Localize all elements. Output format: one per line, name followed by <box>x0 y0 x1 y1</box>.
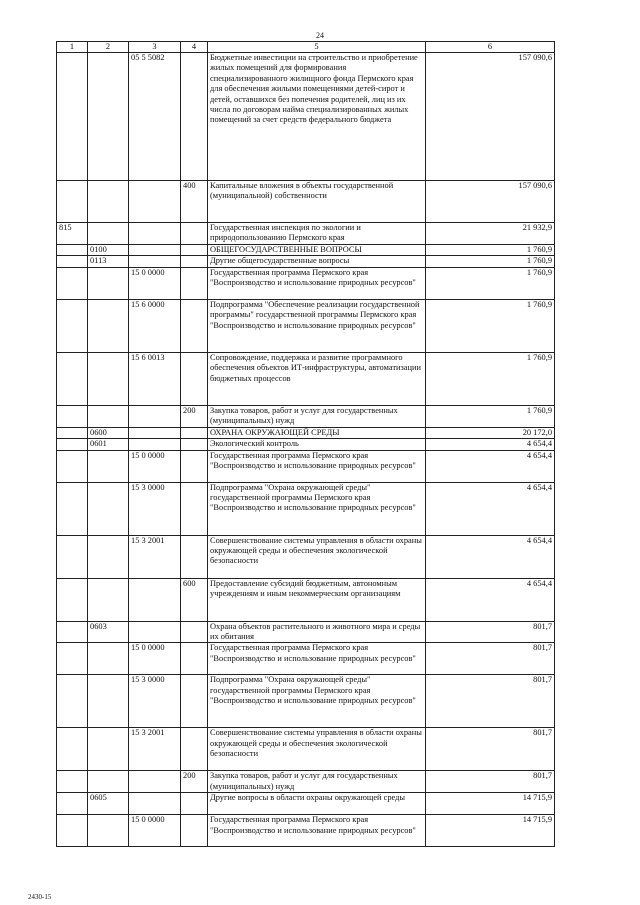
table-row <box>57 299 555 352</box>
section-code <box>88 53 129 181</box>
item-name: Закупка товаров, работ и услуг для государственных (муниципальных) нужд <box>208 405 426 427</box>
item-name: Государственная программа Пермского края "Воспроизводство и использование природных ресурсов" <box>208 450 426 482</box>
target-code: 05 5 5082 <box>129 53 181 181</box>
column-header-4: 4 <box>181 42 208 53</box>
table-row <box>57 181 555 223</box>
target-code: 15 0 0000 <box>129 267 181 299</box>
code-col-1 <box>57 439 88 450</box>
expense-type-code <box>181 256 208 267</box>
item-name: Государственная программа Пермского края "Воспроизводство и использование природных ресурсов" <box>208 267 426 299</box>
item-name: Другие общегосударственные вопросы <box>208 256 426 267</box>
amount: 21 932,9 <box>426 223 555 245</box>
target-code <box>129 181 181 223</box>
target-code <box>129 793 181 815</box>
target-code <box>129 427 181 438</box>
target-code: 15 0 0000 <box>129 815 181 847</box>
target-code: 15 6 0000 <box>129 299 181 352</box>
item-name: Сопровождение, поддержка и развитие программного обеспечения объектов ИТ-инфраструктуры, автоматизации бюджетных процессов <box>208 352 426 405</box>
page-number: 24 <box>316 31 324 40</box>
expense-type-code <box>181 643 208 675</box>
amount: 14 715,9 <box>426 793 555 815</box>
code-col-1 <box>57 181 88 223</box>
expense-type-code <box>181 223 208 245</box>
code-col-1 <box>57 771 88 793</box>
target-code <box>129 771 181 793</box>
table-row <box>57 267 555 299</box>
amount: 1 760,9 <box>426 405 555 427</box>
table-row <box>57 643 555 675</box>
expense-type-code: 600 <box>181 578 208 621</box>
amount: 157 090,6 <box>426 181 555 223</box>
amount: 801,7 <box>426 771 555 793</box>
target-code: 15 0 0000 <box>129 643 181 675</box>
header-row <box>57 42 555 53</box>
code-col-1 <box>57 728 88 771</box>
item-name: Охрана объектов растительного и животного мира и среды их обитания <box>208 621 426 643</box>
code-col-1 <box>57 427 88 438</box>
section-code <box>88 352 129 405</box>
amount: 1 760,9 <box>426 267 555 299</box>
amount: 1 760,9 <box>426 256 555 267</box>
code-col-1 <box>57 578 88 621</box>
expense-type-code <box>181 793 208 815</box>
item-name: Бюджетные инвестиции на строительство и приобретение жилых помещений для формирования специализированного жилищного фонда Пермского края для обеспечения жилыми помещениями детей-сирот и детей, оставшихся без попечения родителей, лиц из их числа по договорам найма специализированных жилых помещений за счет средств федерального бюджета <box>208 53 426 181</box>
target-code <box>129 223 181 245</box>
amount: 801,7 <box>426 643 555 675</box>
table-row <box>57 439 555 450</box>
code-col-1 <box>57 352 88 405</box>
expense-type-code <box>181 482 208 535</box>
expense-type-code <box>181 728 208 771</box>
table-row <box>57 223 555 245</box>
expense-type-code: 400 <box>181 181 208 223</box>
table-row <box>57 771 555 793</box>
target-code <box>129 405 181 427</box>
target-code <box>129 245 181 256</box>
section-code <box>88 223 129 245</box>
expense-type-code <box>181 352 208 405</box>
item-name: ОБЩЕГОСУДАРСТВЕННЫЕ ВОПРОСЫ <box>208 245 426 256</box>
code-col-1 <box>57 621 88 643</box>
code-col-1 <box>57 405 88 427</box>
column-header-2: 2 <box>88 42 129 53</box>
expense-type-code <box>181 439 208 450</box>
table-row <box>57 427 555 438</box>
target-code: 15 6 0013 <box>129 352 181 405</box>
section-code <box>88 578 129 621</box>
code-col-1 <box>57 450 88 482</box>
item-name: Совершенствование системы управления в области охраны окружающей среды и обеспечения экологической безопасности <box>208 728 426 771</box>
table-row <box>57 728 555 771</box>
item-name: Государственная инспекция по экологии и природопользованию Пермского края <box>208 223 426 245</box>
target-code <box>129 439 181 450</box>
expense-type-code <box>181 53 208 181</box>
section-code <box>88 299 129 352</box>
table-row <box>57 256 555 267</box>
amount: 1 760,9 <box>426 299 555 352</box>
column-header-5: 5 <box>208 42 426 53</box>
table-row <box>57 245 555 256</box>
table-row <box>57 535 555 578</box>
table-row <box>57 578 555 621</box>
expense-type-code <box>181 427 208 438</box>
target-code <box>129 256 181 267</box>
expense-type-code <box>181 245 208 256</box>
section-code: 0605 <box>88 793 129 815</box>
section-code <box>88 267 129 299</box>
expense-type-code <box>181 450 208 482</box>
amount: 1 760,9 <box>426 352 555 405</box>
expense-type-code <box>181 815 208 847</box>
item-name: Подпрограмма "Охрана окружающей среды" государственной программы Пермского края "Воспроизводство и использование природных ресурсов" <box>208 675 426 728</box>
table-row <box>57 793 555 815</box>
section-code: 0603 <box>88 621 129 643</box>
expense-type-code: 200 <box>181 405 208 427</box>
code-col-1 <box>57 53 88 181</box>
section-code <box>88 675 129 728</box>
amount: 14 715,9 <box>426 815 555 847</box>
section-code <box>88 815 129 847</box>
column-header-6: 6 <box>426 42 555 53</box>
item-name: Совершенствование системы управления в области охраны окружающей среды и обеспечения экологической безопасности <box>208 535 426 578</box>
section-code <box>88 482 129 535</box>
footer-code: 2430-15 <box>28 893 52 901</box>
section-code <box>88 450 129 482</box>
code-col-1 <box>57 245 88 256</box>
target-code <box>129 578 181 621</box>
amount: 801,7 <box>426 675 555 728</box>
table-row <box>57 53 555 181</box>
expense-type-code <box>181 299 208 352</box>
target-code: 15 3 0000 <box>129 675 181 728</box>
code-col-1 <box>57 643 88 675</box>
section-code <box>88 643 129 675</box>
amount: 1 760,9 <box>426 245 555 256</box>
column-header-1: 1 <box>57 42 88 53</box>
code-col-1 <box>57 815 88 847</box>
item-name: Закупка товаров, работ и услуг для государственных (муниципальных) нужд <box>208 771 426 793</box>
budget-table <box>56 41 555 847</box>
item-name: Подпрограмма "Обеспечение реализации государственной программы" государственной программы Пермского края "Воспроизводство и использование природных ресурсов" <box>208 299 426 352</box>
code-col-1: 815 <box>57 223 88 245</box>
amount: 801,7 <box>426 728 555 771</box>
code-col-1 <box>57 299 88 352</box>
table-row <box>57 482 555 535</box>
expense-type-code <box>181 535 208 578</box>
table-row <box>57 352 555 405</box>
code-col-1 <box>57 267 88 299</box>
table-row <box>57 815 555 847</box>
target-code: 15 3 0000 <box>129 482 181 535</box>
section-code: 0100 <box>88 245 129 256</box>
target-code: 15 3 2001 <box>129 728 181 771</box>
code-col-1 <box>57 535 88 578</box>
section-code <box>88 405 129 427</box>
code-col-1 <box>57 675 88 728</box>
item-name: ОХРАНА ОКРУЖАЮЩЕЙ СРЕДЫ <box>208 427 426 438</box>
amount: 4 654,4 <box>426 450 555 482</box>
section-code <box>88 181 129 223</box>
section-code <box>88 771 129 793</box>
section-code: 0601 <box>88 439 129 450</box>
amount: 4 654,4 <box>426 482 555 535</box>
item-name: Предоставление субсидий бюджетным, автономным учреждениям и иным некоммерческим организациям <box>208 578 426 621</box>
amount: 20 172,0 <box>426 427 555 438</box>
section-code: 0113 <box>88 256 129 267</box>
section-code <box>88 728 129 771</box>
item-name: Государственная программа Пермского края "Воспроизводство и использование природных ресурсов" <box>208 815 426 847</box>
amount: 4 654,4 <box>426 439 555 450</box>
section-code: 0600 <box>88 427 129 438</box>
item-name: Экологический контроль <box>208 439 426 450</box>
expense-type-code <box>181 675 208 728</box>
amount: 157 090,6 <box>426 53 555 181</box>
item-name: Государственная программа Пермского края "Воспроизводство и использование природных ресурсов" <box>208 643 426 675</box>
target-code <box>129 621 181 643</box>
code-col-1 <box>57 793 88 815</box>
table-row <box>57 621 555 643</box>
amount: 4 654,4 <box>426 535 555 578</box>
table-row <box>57 675 555 728</box>
amount: 4 654,4 <box>426 578 555 621</box>
target-code: 15 3 2001 <box>129 535 181 578</box>
code-col-1 <box>57 482 88 535</box>
expense-type-code: 200 <box>181 771 208 793</box>
table-row <box>57 405 555 427</box>
section-code <box>88 535 129 578</box>
amount: 801,7 <box>426 621 555 643</box>
target-code: 15 0 0000 <box>129 450 181 482</box>
expense-type-code <box>181 267 208 299</box>
code-col-1 <box>57 256 88 267</box>
item-name: Капитальные вложения в объекты государственной (муниципальной) собственности <box>208 181 426 223</box>
expense-type-code <box>181 621 208 643</box>
item-name: Подпрограмма "Охрана окружающей среды" государственной программы Пермского края "Воспроизводство и использование природных ресурсов" <box>208 482 426 535</box>
table-row <box>57 450 555 482</box>
column-header-3: 3 <box>129 42 181 53</box>
item-name: Другие вопросы в области охраны окружающей среды <box>208 793 426 815</box>
